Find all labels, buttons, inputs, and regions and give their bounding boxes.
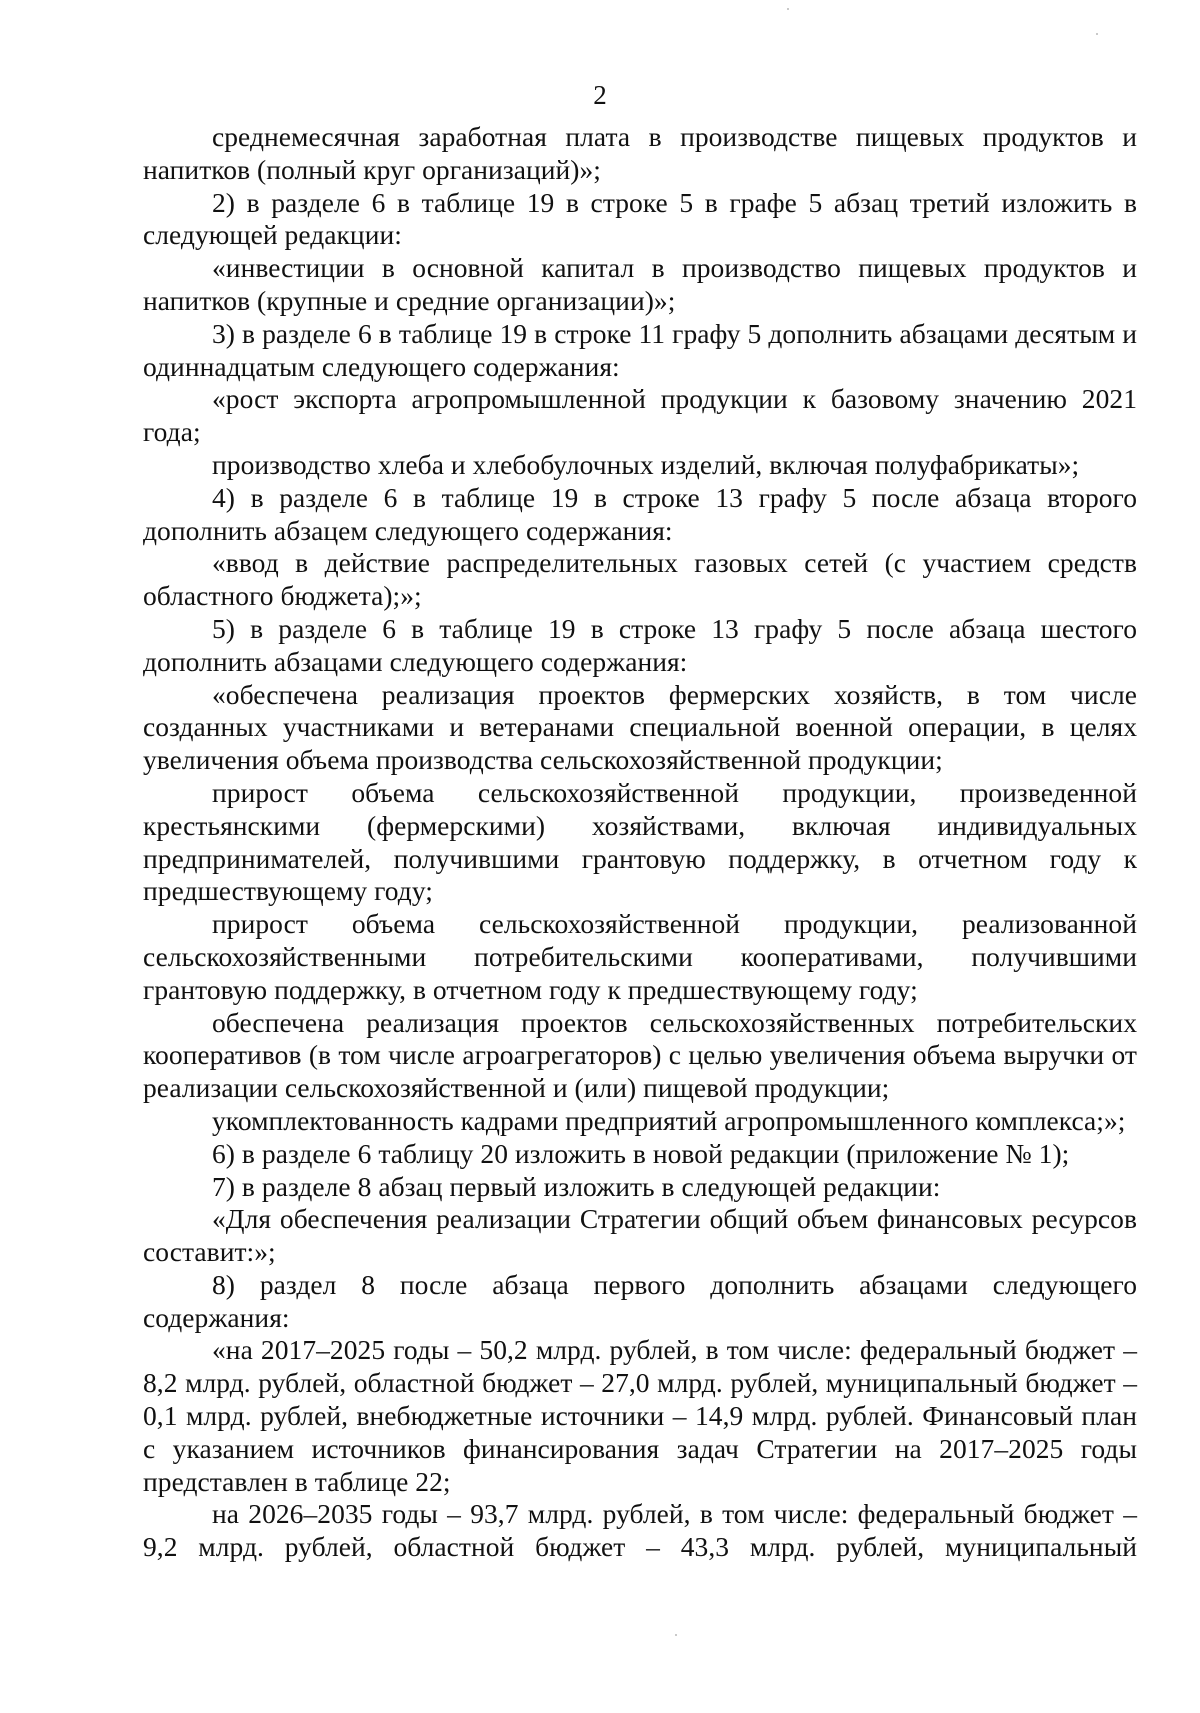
scan-speck xyxy=(675,1634,677,1636)
paragraph: прирост объема сельскохозяйственной продукции, произведенной крестьянскими (фермерскими) хозяйствами, включая индивидуальных предпринимателей, получившими грантовую поддержку, в отчетном году к предшествующему году; xyxy=(143,776,1137,907)
paragraph: укомплектованность кадрами предприятий агропромышленного комплекса;»; xyxy=(212,1104,1126,1136)
paragraph: обеспечена реализация проектов сельскохозяйственных потребительских кооперативов (в том числе агроагрегаторов) с целью увеличения объема выручки от реализации сельскохозяйственной и (или) пищевой продукции; xyxy=(143,1006,1137,1104)
paragraph: прирост объема сельскохозяйственной продукции, реализованной сельскохозяйственными потребительскими кооперативами, получившими грантовую поддержку, в отчетном году к предшествующему году; xyxy=(143,908,1137,1005)
paragraph: «Для обеспечения реализации Стратегии общий объем финансовых ресурсов составит:»; xyxy=(143,1203,1137,1268)
paragraph: «рост экспорта агропромышленной продукции к базовому значению 2021 года; xyxy=(143,383,1137,448)
paragraph: 4) в разделе 6 в таблице 19 в строке 13 графу 5 после абзаца второго дополнить абзацем следующего содержания: xyxy=(143,481,1137,546)
paragraph: 7) в разделе 8 абзац первый изложить в следующей редакции: xyxy=(212,1170,941,1202)
paragraph: 8) раздел 8 после абзаца первого дополнить абзацами следующего содержания: xyxy=(143,1268,1137,1333)
paragraph: 2) в разделе 6 в таблице 19 в строке 5 в графе 5 абзац третий изложить в следующей редакции: xyxy=(143,186,1137,251)
scan-speck xyxy=(1096,33,1098,35)
paragraph: 5) в разделе 6 в таблице 19 в строке 13 графу 5 после абзаца шестого дополнить абзацами следующего содержания: xyxy=(143,612,1137,677)
paragraph: на 2026–2035 годы – 93,7 млрд. рублей, в том числе: федеральный бюджет – 9,2 млрд. рублей, областной бюджет – 43,3 млрд. рублей, муниципальный xyxy=(143,1498,1137,1563)
paragraph: среднемесячная заработная плата в производстве пищевых продуктов и напитков (полный круг организаций)»; xyxy=(143,121,1137,185)
scan-speck xyxy=(787,8,789,10)
paragraph: производство хлеба и хлебобулочных изделий, включая полуфабрикаты»; xyxy=(212,448,1080,480)
paragraph: «ввод в действие распределительных газовых сетей (с участием средств областного бюджета);»; xyxy=(143,547,1137,612)
paragraph: «обеспечена реализация проектов фермерских хозяйств, в том числе созданных участниками и ветеранами специальной военной операции, в целях увеличения объема производства сельскохозяйственной продукции; xyxy=(143,678,1137,776)
paragraph: 3) в разделе 6 в таблице 19 в строке 11 графу 5 дополнить абзацами десятым и одиннадцатым следующего содержания: xyxy=(143,317,1137,382)
paragraph: «на 2017–2025 годы – 50,2 млрд. рублей, в том числе: федеральный бюджет – 8,2 млрд. рублей, областной бюджет – 27,0 млрд. рублей, муниципальный бюджет – 0,1 млрд. рублей, внебюджетные источники – 14,9 млрд. рублей. Финансовый план с указанием источников финансирования задач Стратегии на 2017–2025 годы представлен в таблице 22; xyxy=(143,1334,1137,1497)
document-body xyxy=(143,121,1137,1564)
page-number: 2 xyxy=(593,80,607,110)
paragraph: «инвестиции в основной капитал в производство пищевых продуктов и напитков (крупные и средние организации)»; xyxy=(143,252,1137,316)
paragraph: 6) в разделе 6 таблицу 20 изложить в новой редакции (приложение № 1); xyxy=(212,1137,1070,1169)
